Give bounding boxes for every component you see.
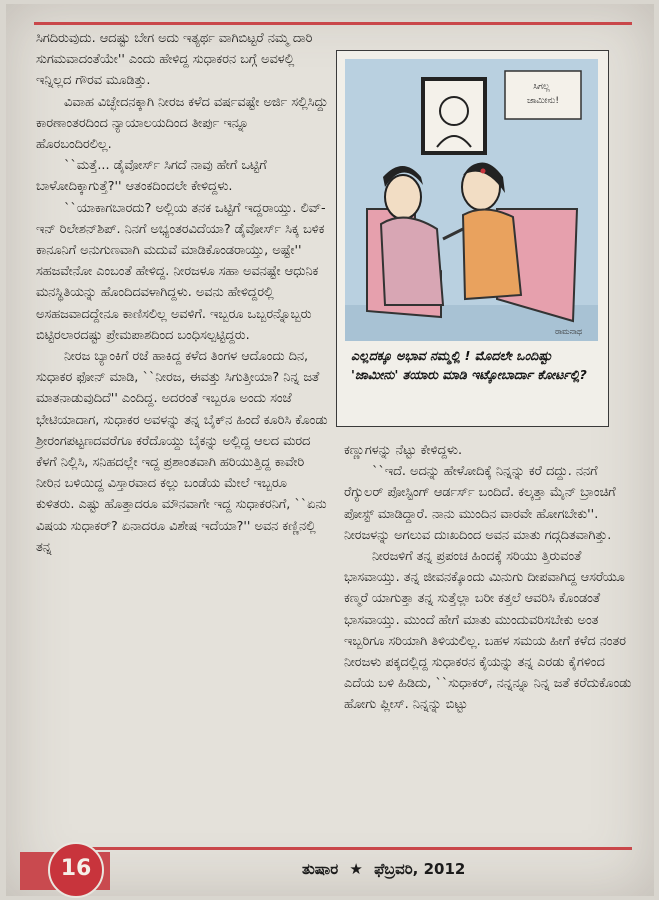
- magazine-name: ತುಷಾರ: [302, 860, 339, 878]
- sign-board: [505, 71, 581, 119]
- sign-line: ಸಿಗಲ್ಲ: [533, 82, 550, 92]
- sign-line: ಜಾಮೀನು!: [527, 96, 559, 106]
- paragraph: ಸಿಗದಿರುವುದು. ಆದಷ್ಟು ಬೇಗ ಅದು ಇತ್ಯರ್ಥ ವಾಗಿಬಿಟ್ಟರೆ ನಮ್ಮ ದಾರಿ ಸುಗಮವಾದಂತೆಯೇ'' ಎಂದು ಹೇಳಿದ್ದ ಸುಧಾಕರನ ಬಗ್ಗೆ ಅವಳಲ್ಲಿ ಇನ್ನಿಲ್ಲದ ಗೌರವ ಮೂಡಿತ್ತು.: [36, 31, 313, 89]
- paragraph: ``ಯಾಕಾಗಬಾರದು? ಅಲ್ಲಿಯ ತನಕ ಒಟ್ಟಿಗೆ ಇದ್ದರಾಯ್ತು. ಲಿವ್-ಇನ್ ರಿಲೇಶನ್‌ಶಿಪ್. ನಿನಗೆ ಅಭ್ಯಂತರವಿದೆಯಾ? ಡೈವೋರ್ಸ್ ಸಿಕ್ಕ ಬಳಿಕ ಕಾನೂನಿಗೆ ಅನುಗುಣವಾಗಿ ಮದುವೆ ಮಾಡಿಕೊಂಡರಾಯ್ತು, ಅಷ್ಟೇ'' ಸಹಜವೇನೋ ಎಂಬಂತೆ ಹೇಳಿದ್ದ. ನೀರಜಳೂ ಸಹಾ ಅವನಷ್ಟೇ ಆಧುನಿಕ ಮನಸ್ಥಿತಿಯನ್ನು ಹೊಂದಿದವಳಾಗಿದ್ದಳು. ಅವನು ಹೇಳಿದ್ದರಲ್ಲಿ ಅಸಹಜವಾದದ್ದೇನೂ ಕಾಣಿಸಲಿಲ್ಲ ಅವಳಿಗೆ. ಇಬ್ಬರೂ ಒಬ್ಬರನ್ನೊಬ್ಬರು ಬಿಟ್ಟಿರಲಾರದಷ್ಟು ಪ್ರೇಮಪಾಶದಿಂದ ಬಂಧಿಸಲ್ಪಟ್ಟಿದ್ದರು.: [36, 200, 326, 343]
- bindi: [481, 169, 486, 174]
- right-woman-saree: [463, 209, 521, 299]
- page-number: 16: [48, 842, 104, 898]
- paragraph: ನೀರಜ ಬ್ಯಾಂಕಿಗೆ ರಜೆ ಹಾಕಿದ್ದ ಕಳೆದ ತಿಂಗಳ ಆದೊಂದು ದಿನ, ಸುಧಾಕರ ಫೋನ್ ಮಾಡಿ, ``ನೀರಜ, ಈವತ್ತು ಸಿಗುತ್ತೀಯಾ? ನಿನ್ನ ಜತೆ ಮಾತನಾಡುವುದಿದೆ'' ಎಂದಿದ್ದ. ಅದರಂತೆ ಇಬ್ಬರೂ ಅಂದು ಸಂಜೆ ಭೇಟಿಯಾದಾಗ, ಸುಧಾಕರ ಅವಳನ್ನು ತನ್ನ ಬೈಕ್‌ನ ಹಿಂದೆ ಕೂರಿಸಿ ಕೊಂಡು ಶ್ರೀರಂಗಪಟ್ಟಣದವರೆಗೂ ಕರೆದೊಯ್ದು ಬೈಕನ್ನು ಅಲ್ಲಿದ್ದ ಆಲದ ಮರದ ಕೆಳಗೆ ನಿಲ್ಲಿಸಿ, ಸನಿಹದಲ್ಲೇ ಇದ್ದ ಪ್ರಶಾಂತವಾಗಿ ಹರಿಯುತ್ತಿದ್ದ ಕಾವೇರಿ ನೀರಿನ ಬಳಿಯಿದ್ದ ವಿಸ್ತಾರವಾದ ಕಲ್ಲು ಬಂಡೆಯ ಮೇಲೆ ಇಬ್ಬರೂ ಕುಳಿತರು. ಎಷ್ಟು ಹೊತ್ತಾದರೂ ಮೌನವಾಗೇ ಇದ್ದ ಸುಧಾಕರನಿಗೆ, ``ಏನು ವಿಷಯ ಸುಧಾಕರ್? ಏನಾದರೂ ವಿಶೇಷ ಇದೆಯಾ?'' ಅವನ ಕಣ್ಣಿನಲ್ಲಿ ತನ್ನ: [36, 349, 328, 555]
- cartoon-drawing: [345, 59, 598, 341]
- paragraph: ``ಮತ್ತೆ... ಡೈವೋರ್ಸ್ ಸಿಗದೆ ನಾವು ಹೇಗೆ ಒಟ್ಟಿಗೆ ಬಾಳೋದಿಕ್ಕಾಗುತ್ತೆ?'' ಆತಂಕದಿಂದಲೇ ಕೇಳಿದ್ದಳು.: [36, 158, 267, 195]
- top-rule: [34, 22, 632, 25]
- paragraph: ನೀರಜಳಿಗೆ ತನ್ನ ಪ್ರಪಂಚ ಹಿಂದಕ್ಕೆ ಸರಿಯು ತ್ತಿರುವಂತೆ ಭಾಸವಾಯ್ತು. ತನ್ನ ಜೀವನಕ್ಕೊಂದು ಮಿನುಗು ದೀಪವಾಗಿದ್ದ ಆಸರೆಯೂ ಕಣ್ಮರೆ ಯಾಗುತ್ತಾ ತನ್ನ ಸುತ್ತೆಲ್ಲಾ ಬರೀ ಕತ್ತಲೆ ಆವರಿಸಿ ಕೊಂಡಂತೆ ಭಾಸವಾಯ್ತು. ಮುಂದೆ ಹೇಗೆ ಮಾತು ಮುಂದುವರಿಸಬೇಕು ಅಂತ ಇಬ್ಬರಿಗೂ ಸರಿಯಾಗಿ ತಿಳಿಯಲಿಲ್ಲ. ಬಹಳ ಸಮಯ ಹೀಗೆ ಕಳೆದ ನಂತರ ನೀರಜಳು ಪಕ್ಕದಲ್ಲಿದ್ದ ಸುಧಾಕರನ ಕೈಯನ್ನು ತನ್ನ ಎರಡು ಕೈಗಳಿಂದ ಎದೆಯ ಬಳಿ ಹಿಡಿದು, ``ಸುಧಾಕರ್, ನನ್ನನ್ನೂ ನಿನ್ನ ಜತೆ ಕರೆದುಕೊಂಡು ಹೋಗು ಪ್ಲೀಸ್. ನಿನ್ನನ್ನು ಬಿಟ್ಟು: [344, 549, 632, 713]
- paragraph: ಕಣ್ಣುಗಳನ್ನು ನೆಟ್ಟು ಕೇಳಿದ್ದಳು.: [344, 443, 463, 458]
- cartoon-illustration: [345, 59, 598, 341]
- cartoon-box: [336, 50, 609, 427]
- artist-signature: ರಾಮನಾಥ: [555, 327, 583, 336]
- paragraph: ``ಇದೆ. ಅದನ್ನು ಹೇಳೋದಿಕ್ಕೆ ನಿನ್ನನ್ನು ಕರೆ ದದ್ದು. ನನಗೆ ರೆಗ್ಯುಲರ್ ಪೋಸ್ಟಿಂಗ್ ಆರ್ಡರ್ಸ್ ಬಂದಿದೆ. ಕಲ್ಕತ್ತಾ ಮೈನ್ ಬ್ರಾಂಚಿಗೆ ಪೋಸ್ಟ್ ಮಾಡಿದ್ದಾರೆ. ನಾನು ಮುಂದಿನ ವಾರವೇ ಹೋಗಬೇಕು''. ನೀರಜಳನ್ನು ಅಗಲುವ ದುಃಖದಿಂದ ಅವನ ಮಾತು ಗದ್ಗದಿತವಾಗಿತ್ತು.: [344, 464, 616, 543]
- left-column: [36, 28, 328, 558]
- paragraph: ವಿವಾಹ ವಿಚ್ಛೇದನಕ್ಕಾಗಿ ನೀರಜ ಕಳೆದ ವರ್ಷವಷ್ಟೇ ಅರ್ಜಿ ಸಲ್ಲಿಸಿದ್ದು ಕಾರಣಾಂತರದಿಂದ ನ್ಯಾಯಾಲಯದಿಂದ ತೀರ್ಪು ಇನ್ನೂ ಹೊರಬಂದಿರಲಿಲ್ಲ.: [36, 94, 328, 153]
- right-column: [344, 440, 634, 716]
- footer-credit: [302, 860, 465, 878]
- issue-date: ಫೆಬ್ರವರಿ, 2012: [374, 860, 466, 878]
- left-woman-face: [385, 175, 421, 219]
- left-woman-saree: [381, 218, 443, 305]
- star-icon: ★: [349, 860, 363, 878]
- cartoon-caption: ಎಲ್ಲದಕ್ಕೂ ಅಭಾವ ನಮ್ಮಲ್ಲಿ ! ಮೊದಲೇ ಒಂದಿಷ್ಟು 'ಜಾಮೀನು' ತಯಾರು ಮಾಡಿ ಇಟ್ಕೋಬಾರ್ದಾ ಕೋರ್ಟಲ್ಲಿ?: [351, 348, 587, 382]
- portrait-frame: [423, 79, 485, 153]
- bottom-rule: [60, 847, 632, 850]
- pointing-arm: [443, 229, 463, 239]
